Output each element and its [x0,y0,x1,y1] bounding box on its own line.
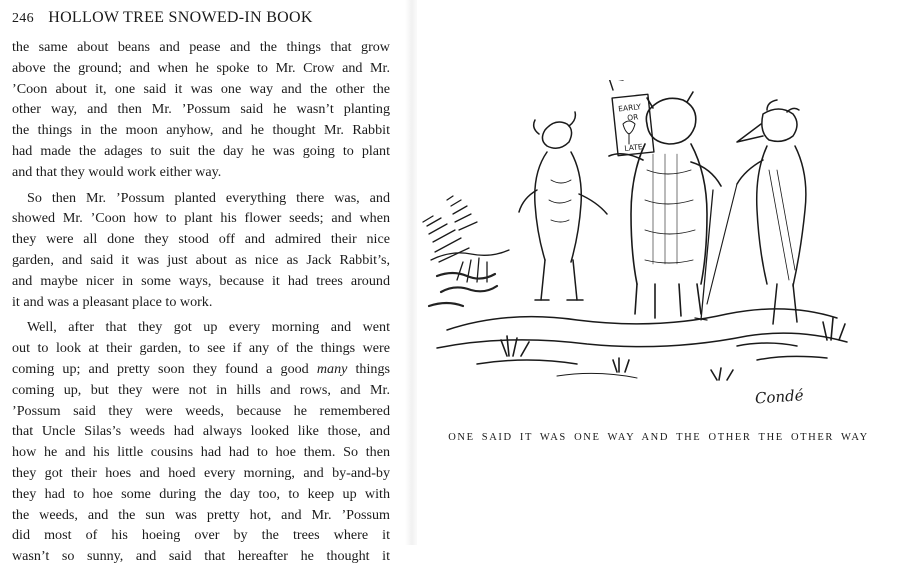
text-line: Well, after that they got up every morning and went [27,319,390,336]
text-line: out to look at their garden, to see if any of the things were [12,340,390,357]
grass-tufts [501,318,845,380]
trees-left [423,196,509,282]
packet-text [618,102,643,153]
text-line: the same about beans and pease and the things that grow [12,39,390,55]
text-line: garden, and said it was just about as nice as Jack Rabbit’s, [12,251,390,268]
text-line: that Uncle Silas’s weeds had always looked like those, and [12,423,390,440]
packet-text-line-3: LATE [623,142,644,154]
text-line: they were all done they stood off and admired their nice [12,231,390,248]
running-title: HOLLOW TREE SNOWED-IN BOOK [48,9,313,26]
page-number: 246 [12,11,34,26]
text-line-with-emphasis [12,359,390,380]
text-line: and maybe nicer in some ways, because it had trees around [12,272,390,289]
text-line: they had to hoe some during the day too, to keep up with [12,485,390,502]
illustration-caption: ONE SAID IT WAS ONE WAY AND THE OTHER THE OTHER WAY [448,432,869,443]
left-page [0,0,405,565]
text-line: it and was a pleasant place to work. [12,293,213,310]
ink-illustration [417,80,900,420]
text-line: above the ground; and when he spoke to Mr. Crow and Mr. [12,59,390,76]
text-line: did most of his hoeing over by the trees where it [12,527,390,544]
packet-text-line-2: OR [626,112,639,123]
text-line: the weeds, and the sun was pretty hot, and Mr. ’Possum [12,506,390,523]
foliage-shading [429,273,497,306]
ground [437,309,847,378]
paragraph-3 [12,317,390,567]
emphasis-word: many [316,360,348,377]
text-line: ’Possum said they were weeds, because he remembered [12,402,390,419]
text-line: other way, and then Mr. ’Possum said he wasn’t planting [12,101,390,118]
paragraph-1 [12,37,390,183]
right-page [417,0,900,545]
text-line: coming up, but they were not in hills and rows, and Mr. [12,381,390,398]
text-fragment: things [355,360,390,377]
text-line: wasn’t so sunny, and said that hereafter he thought it [12,548,390,565]
character-right [707,100,806,324]
text-line: the things in the moon anyhow, and he thought Mr. Rabbit [12,122,390,139]
text-line: and that they would work either way. [12,163,222,180]
hoe [695,190,713,320]
running-header [12,9,392,27]
artist-signature: Condé [754,386,805,408]
packet-text-line-1: EARLY [617,102,642,114]
book-gutter [405,0,417,545]
text-line: ’Coon about it, one said it was one way and the other the [12,80,390,97]
text-line: showed Mr. ’Coon how to plant his flower seeds; and when [12,210,390,227]
character-left [519,112,607,300]
paragraph-2 [12,188,390,313]
text-line: how he and his little cousins had had to hoe them. So then [12,444,390,461]
body-text [12,37,390,572]
text-line: So then Mr. ’Possum planted everything there was, and [27,189,390,206]
text-fragment: coming up; and pretty soon they found a good [12,360,309,377]
text-line: had made the adages to suit the day he was going to plant [12,142,390,159]
text-line: they got their hoes and hoed every morning, and by-and-by [12,464,390,481]
